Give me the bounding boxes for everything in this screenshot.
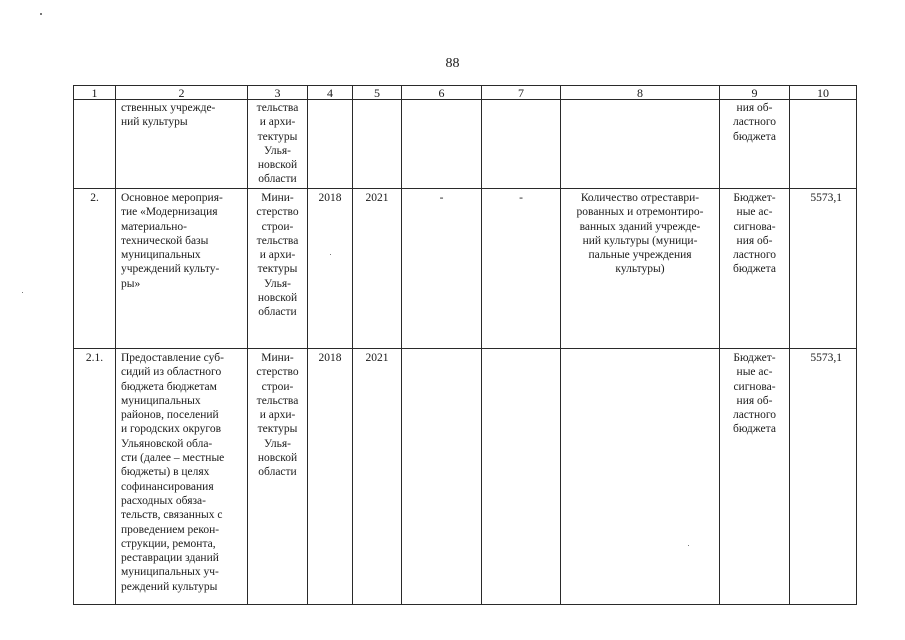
row2-number: 2.: [90, 192, 99, 204]
row2-funding-source: Бюджет- ные ас- сигнова- ния об- ластного бюджета: [732, 192, 777, 276]
row2-executor: Мини- стерство строи- тельства и архи- тектуры Улья- новской области: [256, 192, 299, 319]
row2-end-year: 2021: [365, 192, 389, 204]
column-header-3: 3: [274, 86, 281, 99]
row2-start-year: 2018: [318, 192, 342, 204]
column-line-9: [789, 85, 790, 605]
column-line-3: [307, 85, 308, 605]
column-header-4: 4: [327, 86, 333, 99]
scan-speck: [40, 13, 42, 15]
row1-funding-source: ния об- ластного бюджета: [732, 102, 777, 143]
scan-speck: [22, 292, 23, 293]
row2-description: Основное мероприя- тие «Модернизация материально- технической базы муниципальных учреждений культу- ры»: [121, 192, 223, 290]
scan-speck: [688, 545, 689, 546]
row3-start-year: 2018: [318, 352, 342, 364]
column-line-6: [481, 85, 482, 605]
scan-speck: [330, 254, 331, 255]
column-header-5: 5: [374, 86, 380, 99]
column-line-7: [560, 85, 561, 605]
row3-number: 2.1.: [85, 352, 104, 364]
row3-amount: 5573,1: [810, 352, 842, 364]
column-header-7: 7: [518, 86, 524, 99]
column-line-1: [115, 85, 116, 605]
row2-column-7: -: [519, 192, 523, 204]
column-line-5: [401, 85, 402, 605]
column-line-0: [73, 85, 74, 605]
column-line-4: [352, 85, 353, 605]
column-header-8: 8: [637, 86, 643, 99]
column-line-10: [856, 85, 857, 605]
page-number: 88: [445, 56, 460, 71]
row-separator-2: [73, 348, 857, 349]
row1-description: ственных учрежде- ний культуры: [121, 102, 216, 129]
column-header-10: 10: [817, 86, 829, 99]
row3-end-year: 2021: [365, 352, 389, 364]
row3-executor: Мини- стерство строи- тельства и архи- тектуры Улья- новской области: [256, 352, 299, 479]
row3-funding-source: Бюджет- ные ас- сигнова- ния об- ластного бюджета: [732, 352, 777, 436]
column-header-1: 1: [91, 86, 98, 99]
column-header-2: 2: [178, 86, 185, 99]
row1-executor: тельства и архи- тектуры Улья- новской области: [256, 102, 299, 186]
header-row-separator: [73, 99, 857, 100]
row2-indicator: Количество отреставри- рованных и отремонтиро- ванных зданий учрежде- ний культуры (муници- пальные учреждения культуры): [576, 192, 704, 276]
column-header-6: 6: [438, 86, 445, 99]
row2-amount: 5573,1: [810, 192, 842, 204]
column-header-9: 9: [751, 86, 758, 99]
row-separator-1: [73, 188, 857, 189]
row3-description: Предоставление суб- сидий из областного бюджета бюджетам муниципальных районов, поселений и городских округов Ульяновской обла- сти (далее – местные бюджеты) в целях софинансирования расходных обяза- тельств, связанных с проведением рекон- струкции, ремонта, реставрации зданий муниципальных уч- реждений культуры: [121, 352, 225, 593]
table-border-bottom: [73, 604, 857, 605]
row2-column-6: -: [439, 192, 444, 204]
